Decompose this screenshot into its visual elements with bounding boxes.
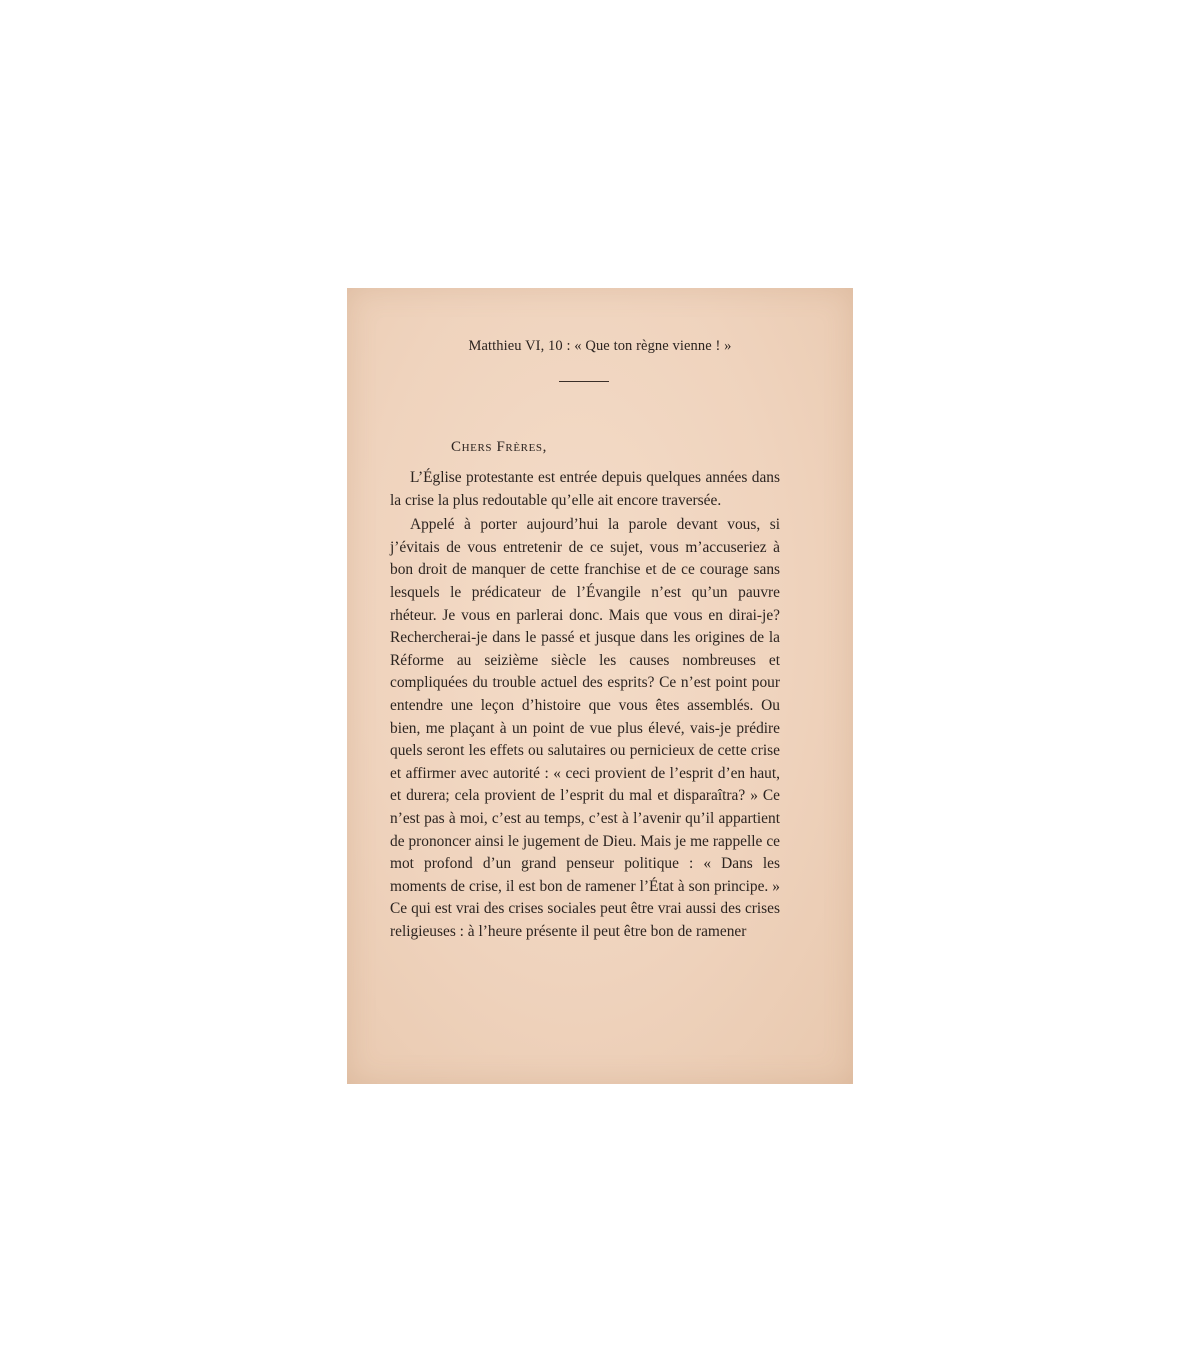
paragraph: L’Église protestante est entrée depuis quelques années dans la crise la plus redoutable qu’elle ait encore traversée. — [390, 469, 780, 509]
paragraph: Appelé à porter aujourd’hui la parole devant vous, si j’évitais de vous entretenir de ce sujet, vous m’accuseriez à bon droit de manquer de cette franchise et de ce courage sans lesquels le prédicateur de l’Évangile n’est qu’un pauvre rhéteur. Je vous en parlerai donc. Mais que vous en dirai-je? Rechercherai-je dans le passé et jusque dans les origines de la Réforme au seizième siècle les causes nombreuses et compliquées du trouble actuel des esprits? Ce n’est point pour entendre une leçon d’histoire que vous êtes assemblés. Ou bien, me plaçant à un point de vue plus élevé, vais-je prédire quels seront les effets ou salutaires ou pernicieux de cette crise et affirmer avec autorité : « ceci provient de l’esprit d’en haut, et durera; cela provient de l’esprit du mal et disparaîtra? » Ce n’est pas à moi, c’est au temps, c’est à l’avenir qu’il appartient de prononcer ainsi le jugement de Dieu. Mais je me rappelle ce mot profond d’un grand penseur politique : « Dans les moments de crise, il est bon de ramener l’État à son principe. » Ce qui est vrai des crises sociales peut être vrai aussi des crises religieuses : à l’heure présente il peut être bon de ramener — [390, 516, 780, 940]
separator-rule — [559, 381, 609, 382]
epigraph: Matthieu VI, 10 : « Que ton règne vienne ! » — [468, 338, 732, 354]
body-text — [390, 467, 780, 943]
salutation: Chers Frères, — [451, 439, 547, 455]
book-page — [347, 288, 853, 1084]
